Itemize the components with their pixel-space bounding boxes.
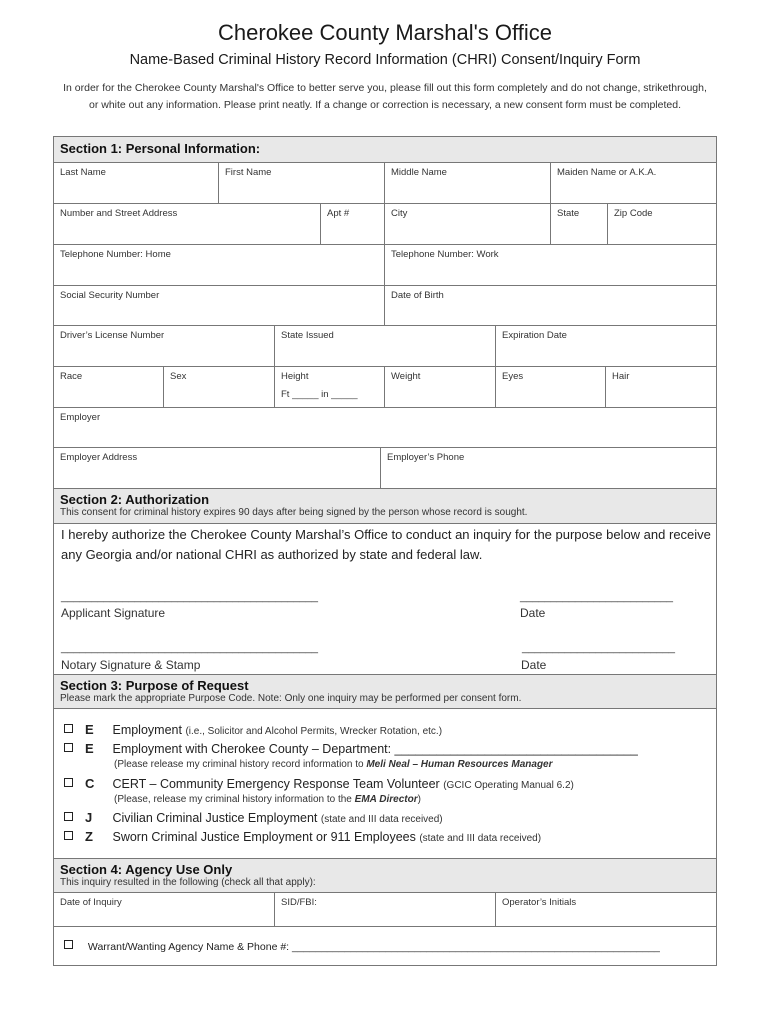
license-number-field[interactable]: [54, 326, 275, 366]
purpose-detail: (i.e., Solicitor and Alcohol Permits, Wrecker Rotation, etc.): [185, 726, 443, 737]
home-phone-field[interactable]: [54, 245, 385, 285]
license-number-label: Driver’s License Number: [60, 330, 165, 341]
state-issued-field[interactable]: [275, 326, 496, 366]
section-4-note: This inquiry resulted in the following (check all that apply):: [60, 877, 316, 888]
notary-date-label: Date: [521, 658, 547, 672]
sid-fbi-label: SID/FBI:: [281, 897, 317, 908]
purpose-label: CERT – Community Emergency Response Team Volunteer: [112, 777, 440, 791]
license-row: [54, 326, 716, 367]
section-4-title: Section 4: Agency Use Only: [60, 862, 233, 877]
city-field[interactable]: [385, 204, 551, 244]
form-title: Cherokee County Marshal's Office: [218, 20, 552, 45]
checkbox-icon[interactable]: [64, 940, 73, 949]
employer-row: [54, 408, 716, 448]
first-name-label: First Name: [225, 167, 272, 178]
applicant-signature-line[interactable]: __________________________________________: [61, 591, 318, 603]
street-address-label: Number and Street Address: [60, 208, 178, 219]
section-1-header: [54, 137, 716, 163]
ssn-field[interactable]: [54, 286, 385, 325]
purpose-label: Sworn Criminal Justice Employment or 911 Employees: [112, 830, 416, 844]
employer-address-row: [54, 448, 716, 489]
eyes-label: Eyes: [502, 371, 524, 382]
dob-field[interactable]: [385, 286, 716, 325]
sid-fbi-field[interactable]: [275, 893, 496, 926]
purpose-option-cert[interactable]: [64, 776, 574, 791]
expiration-date-label: Expiration Date: [502, 330, 567, 341]
purpose-detail: (GCIC Operating Manual 6.2): [443, 780, 574, 791]
purpose-code: C: [85, 776, 95, 791]
hair-label: Hair: [612, 371, 630, 382]
applicant-date-label: Date: [520, 606, 546, 620]
warrant-agency-label: Warrant/Wanting Agency Name & Phone #: _______________________________________________________________: [87, 941, 660, 953]
last-name-label: Last Name: [60, 167, 106, 178]
ssn-label: Social Security Number: [60, 290, 160, 301]
applicant-date-line[interactable]: _________________________: [520, 591, 673, 603]
purpose-option-civilian-cj[interactable]: [64, 810, 443, 825]
purpose-detail: (state and III data received): [320, 814, 443, 825]
employer-phone-field[interactable]: [381, 448, 716, 488]
checkbox-icon[interactable]: [64, 812, 73, 821]
name-row: [54, 163, 716, 204]
purpose-detail: (state and III data received): [419, 833, 542, 844]
middle-name-label: Middle Name: [391, 167, 447, 178]
release-recipient: Meli Neal – Human Resources Manager: [366, 759, 553, 770]
county-employment-release-note: [114, 759, 553, 770]
warrant-agency-option[interactable]: [64, 940, 660, 953]
maiden-name-field[interactable]: [551, 163, 716, 203]
first-name-field[interactable]: [219, 163, 385, 203]
zip-code-label: Zip Code: [614, 208, 653, 219]
employer-label: Employer: [60, 412, 101, 423]
employer-phone-label: Employer’s Phone: [387, 452, 465, 463]
operator-initials-label: Operator’s Initials: [502, 897, 577, 908]
employer-address-field[interactable]: [54, 448, 381, 488]
checkbox-icon[interactable]: [64, 778, 73, 787]
weight-label: Weight: [391, 371, 421, 382]
city-label: City: [391, 208, 408, 219]
release-note-close: ): [417, 794, 421, 805]
hair-field[interactable]: [606, 367, 716, 407]
purpose-option-employment[interactable]: [64, 722, 442, 737]
physical-description-row: [54, 367, 716, 408]
section-3-header: [54, 674, 716, 709]
middle-name-field[interactable]: [385, 163, 551, 203]
section-2-note: This consent for criminal history expires 90 days after being signed by the person whose record is sought.: [60, 507, 528, 518]
purpose-label: Employment: [112, 723, 182, 737]
purpose-code: Z: [85, 829, 93, 844]
race-label: Race: [60, 371, 83, 382]
ssn-dob-row: [54, 286, 716, 326]
work-phone-label: Telephone Number: Work: [391, 249, 499, 260]
operator-initials-field[interactable]: [496, 893, 716, 926]
purpose-code: E: [85, 722, 94, 737]
notary-signature-label: Notary Signature & Stamp: [61, 658, 201, 672]
home-phone-label: Telephone Number: Home: [60, 249, 171, 260]
height-field[interactable]: [275, 367, 385, 407]
last-name-field[interactable]: [54, 163, 219, 203]
notary-date-line[interactable]: _________________________: [522, 642, 675, 654]
purpose-label: Employment with Cherokee County – Department: ___________________________________: [112, 742, 638, 756]
zip-code-field[interactable]: [608, 204, 716, 244]
checkbox-icon[interactable]: [64, 831, 73, 840]
section-2-title: Section 2: Authorization: [60, 492, 210, 507]
state-issued-label: State Issued: [281, 330, 334, 341]
state-label: State: [557, 208, 580, 219]
cert-release-note: [114, 794, 421, 805]
employer-field[interactable]: [54, 408, 716, 447]
section-4-header: [54, 858, 716, 892]
release-recipient: EMA Director: [354, 794, 418, 805]
checkbox-icon[interactable]: [64, 724, 73, 733]
applicant-signature-label: Applicant Signature: [61, 606, 166, 620]
street-address-field[interactable]: [54, 204, 321, 244]
date-of-inquiry-field[interactable]: [54, 893, 275, 926]
release-note-prefix: (Please, release my criminal history information to the: [114, 794, 355, 805]
date-of-inquiry-label: Date of Inquiry: [60, 897, 122, 908]
state-field[interactable]: [551, 204, 608, 244]
phone-row: [54, 245, 716, 286]
section-2-header: [54, 489, 716, 524]
checkbox-icon[interactable]: [64, 743, 73, 752]
height-label: Height: [281, 371, 309, 382]
sex-field[interactable]: [164, 367, 275, 407]
purpose-code: J: [85, 810, 93, 825]
dob-label: Date of Birth: [391, 290, 444, 301]
maiden-name-label: Maiden Name or A.K.A.: [557, 167, 657, 178]
height-ft-in-blanks: Ft _____ in _____: [281, 389, 358, 400]
work-phone-field[interactable]: [385, 245, 716, 285]
authorization-statement: I hereby authorize the Cherokee County Marshal’s Office to conduct an inquiry for the purpose below and receive any Georgia and/or national CHRI as authorized by state and federal law.: [61, 527, 711, 562]
apt-field[interactable]: [321, 204, 385, 244]
address-row: [54, 204, 716, 245]
agency-use-row: [54, 892, 716, 927]
weight-field[interactable]: [385, 367, 496, 407]
section-3-title: Section 3: Purpose of Request: [60, 678, 249, 693]
section-3-note: Please mark the appropriate Purpose Code. Note: Only one inquiry may be performed per consent form.: [60, 693, 522, 704]
form-instructions: In order for the Cherokee County Marshal's Office to better serve you, please fill out this form completely and do not change, strikethrough, or white out any information. Please print neatly. If a change or correction is necessary, a new consent form must be completed.: [63, 82, 707, 111]
release-note-prefix: (Please release my criminal history record information to: [114, 759, 367, 770]
race-field[interactable]: [54, 367, 164, 407]
employer-address-label: Employer Address: [60, 452, 138, 463]
section-1-title: Section 1: Personal Information:: [60, 141, 261, 156]
purpose-label: Civilian Criminal Justice Employment: [112, 811, 318, 825]
sex-label: Sex: [170, 371, 187, 382]
purpose-code: E: [85, 741, 94, 756]
expiration-date-field[interactable]: [496, 326, 716, 366]
notary-signature-line[interactable]: __________________________________________: [61, 642, 318, 654]
apt-label: Apt #: [327, 208, 350, 219]
purpose-option-county-employment[interactable]: [64, 741, 638, 756]
form-subtitle: Name-Based Criminal History Record Information (CHRI) Consent/Inquiry Form: [129, 52, 641, 68]
eyes-field[interactable]: [496, 367, 606, 407]
purpose-option-sworn-cj[interactable]: [64, 829, 541, 844]
consent-form: [53, 136, 717, 966]
